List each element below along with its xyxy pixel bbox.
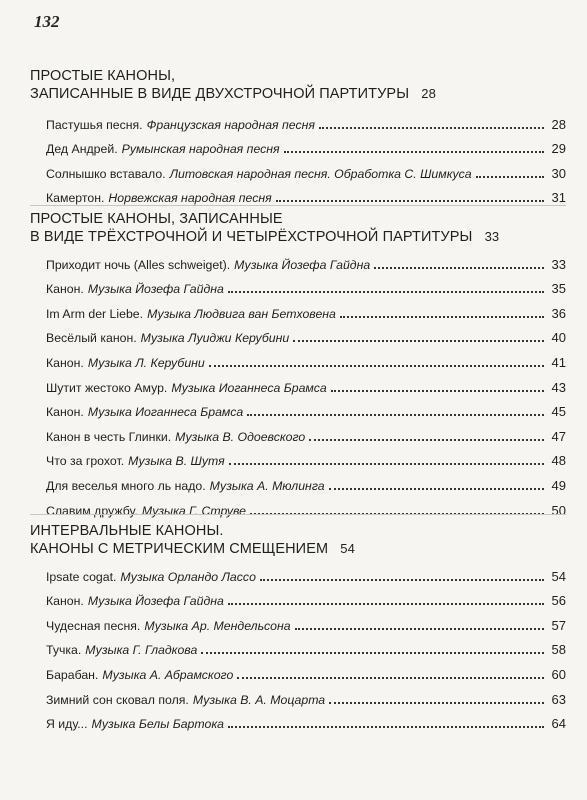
entry-page: 58 bbox=[551, 642, 566, 658]
entry-title: Канон в честь Глинки. bbox=[46, 429, 172, 444]
toc-entry[interactable] bbox=[46, 635, 566, 660]
section-divider bbox=[30, 514, 566, 515]
entry-author: Музыка Г. Струве bbox=[141, 503, 247, 518]
section-title-line: В ВИДЕ ТРЁХСТРОЧНОЙ И ЧЕТЫРЁХСТРОЧНОЙ ПАРТИТУРЫ bbox=[30, 229, 473, 245]
section-title-last-line bbox=[30, 540, 566, 558]
toc-entry[interactable] bbox=[46, 109, 566, 134]
entry-page: 36 bbox=[551, 305, 566, 321]
toc-entry[interactable] bbox=[46, 659, 566, 684]
dot-leader bbox=[201, 652, 544, 654]
entry-page: 33 bbox=[551, 256, 566, 272]
entry-title: Канон. bbox=[46, 405, 84, 420]
entry-author: Музыка Йозефа Гайдна bbox=[234, 257, 371, 272]
entry-author: Музыка Йозефа Гайдна bbox=[87, 282, 224, 297]
section-title-line: ЗАПИСАННЫЕ В ВИДЕ ДВУХСТРОЧНОЙ ПАРТИТУРЫ bbox=[30, 86, 410, 102]
entry-page: 43 bbox=[551, 379, 566, 395]
entry-title: Камертон. bbox=[46, 191, 105, 206]
section-title-line: КАНОНЫ С МЕТРИЧЕСКИМ СМЕЩЕНИЕМ bbox=[30, 541, 329, 557]
dot-leader bbox=[329, 488, 544, 490]
entry-author: Музыка В. Одоевского bbox=[175, 429, 306, 444]
toc-entry[interactable] bbox=[46, 323, 566, 348]
section-page: 54 bbox=[340, 541, 355, 556]
dot-leader bbox=[228, 726, 544, 728]
dot-leader bbox=[237, 677, 544, 679]
entry-author: Музыка Людвига ван Бетховена bbox=[147, 306, 336, 321]
dot-leader bbox=[284, 151, 544, 153]
dot-leader bbox=[247, 414, 544, 416]
dot-leader bbox=[276, 200, 544, 202]
section-title-line: ИНТЕРВАЛЬНЫЕ КАНОНЫ. bbox=[30, 523, 224, 539]
entry-title: Чудесная песня. bbox=[46, 618, 141, 633]
entry-title: Для веселья много ль надо. bbox=[46, 478, 206, 493]
entry-title: Я иду... bbox=[46, 717, 88, 732]
entry-list bbox=[46, 109, 566, 207]
entry-author: Музыка Луиджи Керубини bbox=[140, 331, 290, 346]
entry-page: 56 bbox=[551, 593, 566, 609]
entry-title: Барабан. bbox=[46, 667, 99, 682]
section-title[interactable] bbox=[30, 68, 566, 103]
entry-title: Канон. bbox=[46, 594, 84, 609]
dot-leader bbox=[260, 579, 544, 581]
entry-list bbox=[46, 249, 566, 520]
entry-author: Музыка Иоганнеса Брамса bbox=[171, 380, 327, 395]
entry-page: 41 bbox=[551, 354, 566, 370]
toc-section bbox=[0, 211, 587, 520]
entry-author: Музыка Орландо Лассо bbox=[120, 569, 256, 584]
entry-page: 50 bbox=[551, 502, 566, 518]
entry-title: Канон. bbox=[46, 282, 84, 297]
toc-entry[interactable] bbox=[46, 709, 566, 734]
dot-leader bbox=[228, 291, 544, 293]
entry-page: 64 bbox=[551, 716, 566, 732]
toc-entry[interactable] bbox=[46, 347, 566, 372]
entry-author: Музыка А. Абрамского bbox=[102, 667, 234, 682]
dot-leader bbox=[209, 365, 544, 367]
entry-author: Музыка Ар. Мендельсона bbox=[144, 618, 291, 633]
toc-entry[interactable] bbox=[46, 397, 566, 422]
entry-page: 45 bbox=[551, 404, 566, 420]
entry-page: 49 bbox=[551, 477, 566, 493]
dot-leader bbox=[293, 340, 544, 342]
toc-entry[interactable] bbox=[46, 298, 566, 323]
section-title[interactable] bbox=[30, 211, 566, 246]
entry-page: 28 bbox=[551, 116, 566, 132]
entry-author: Румынская народная песня bbox=[121, 142, 280, 157]
entry-author: Музыка Иоганнеса Брамса bbox=[87, 405, 244, 420]
entry-page: 54 bbox=[551, 568, 566, 584]
section-title-line: ПРОСТЫЕ КАНОНЫ, ЗАПИСАННЫЕ bbox=[30, 211, 283, 227]
entry-page: 57 bbox=[551, 617, 566, 633]
dot-leader bbox=[295, 628, 544, 630]
entry-title: Славим дружбу. bbox=[46, 503, 138, 518]
entry-title: Что за грохот. bbox=[46, 454, 125, 469]
section-page: 28 bbox=[421, 86, 436, 101]
toc-entry[interactable] bbox=[46, 274, 566, 299]
dot-leader bbox=[228, 603, 544, 605]
entry-title: Ipsate cogat. bbox=[46, 569, 117, 584]
entry-title: Шутит жестоко Амур. bbox=[46, 380, 168, 395]
section-title[interactable] bbox=[30, 523, 566, 558]
entry-page: 47 bbox=[551, 428, 566, 444]
entry-page: 30 bbox=[551, 165, 566, 181]
entry-page: 35 bbox=[551, 281, 566, 297]
toc-entry[interactable] bbox=[46, 158, 566, 183]
dot-leader bbox=[374, 267, 544, 269]
dot-leader bbox=[329, 702, 544, 704]
section-divider bbox=[30, 205, 566, 206]
toc-entry[interactable] bbox=[46, 249, 566, 274]
entry-title: Солнышко вставало. bbox=[46, 166, 166, 181]
entry-title: Тучка. bbox=[46, 643, 82, 658]
entry-title: Пастушья песня. bbox=[46, 117, 143, 132]
entry-author: Музыка Белы Бартока bbox=[91, 717, 224, 732]
entry-author: Музыка Йозефа Гайдна bbox=[87, 594, 224, 609]
entry-page: 40 bbox=[551, 330, 566, 346]
entry-page: 48 bbox=[551, 453, 566, 469]
dot-leader bbox=[309, 439, 544, 441]
dot-leader bbox=[331, 390, 544, 392]
toc-entry[interactable] bbox=[46, 561, 566, 586]
entry-title: Весёлый канон. bbox=[46, 331, 137, 346]
section-page: 33 bbox=[484, 229, 500, 244]
section-title-line: ПРОСТЫЕ КАНОНЫ, bbox=[30, 68, 176, 84]
entry-list bbox=[46, 561, 566, 733]
toc-entry[interactable] bbox=[46, 421, 566, 446]
entry-author: Музыка Г. Гладкова bbox=[85, 643, 198, 658]
entry-title: Зимний сон сковал поля. bbox=[46, 692, 189, 707]
toc-entry[interactable] bbox=[46, 495, 566, 520]
toc-entry[interactable] bbox=[46, 684, 566, 709]
dot-leader bbox=[340, 316, 544, 318]
dot-leader bbox=[229, 463, 544, 465]
entry-title: Канон. bbox=[46, 355, 84, 370]
entry-author: Музыка В. Шутя bbox=[128, 454, 225, 469]
section-title-last-line bbox=[30, 85, 566, 103]
entry-author: Литовская народная песня. Обработка С. Шимкуса bbox=[169, 166, 472, 181]
dot-leader bbox=[319, 127, 544, 129]
entry-author: Французская народная песня bbox=[146, 117, 315, 132]
entry-title: Приходит ночь (Alles schweiget). bbox=[46, 257, 231, 272]
toc-entry[interactable] bbox=[46, 372, 566, 397]
entry-page: 31 bbox=[551, 190, 566, 206]
toc-entry[interactable] bbox=[46, 470, 566, 495]
toc-entry[interactable] bbox=[46, 610, 566, 635]
entry-page: 63 bbox=[551, 691, 566, 707]
page-number: 132 bbox=[34, 12, 60, 31]
entry-author: Норвежская народная песня bbox=[108, 191, 272, 206]
entry-title: Im Arm der Liebe. bbox=[46, 306, 144, 321]
entry-title: Дед Андрей. bbox=[46, 142, 118, 157]
entry-author: Музыка Л. Керубини bbox=[87, 355, 205, 370]
entry-page: 29 bbox=[551, 141, 566, 157]
toc-section bbox=[0, 68, 587, 207]
entry-author: Музыка В. А. Моцарта bbox=[192, 692, 326, 707]
toc-entry[interactable] bbox=[46, 134, 566, 159]
toc-entry[interactable] bbox=[46, 183, 566, 208]
entry-author: Музыка А. Мюлинга bbox=[209, 478, 325, 493]
toc-entry[interactable] bbox=[46, 586, 566, 611]
section-title-last-line bbox=[30, 228, 566, 246]
entry-page: 60 bbox=[551, 666, 566, 682]
dot-leader bbox=[476, 176, 544, 178]
toc-entry[interactable] bbox=[46, 446, 566, 471]
toc-section bbox=[0, 523, 587, 733]
